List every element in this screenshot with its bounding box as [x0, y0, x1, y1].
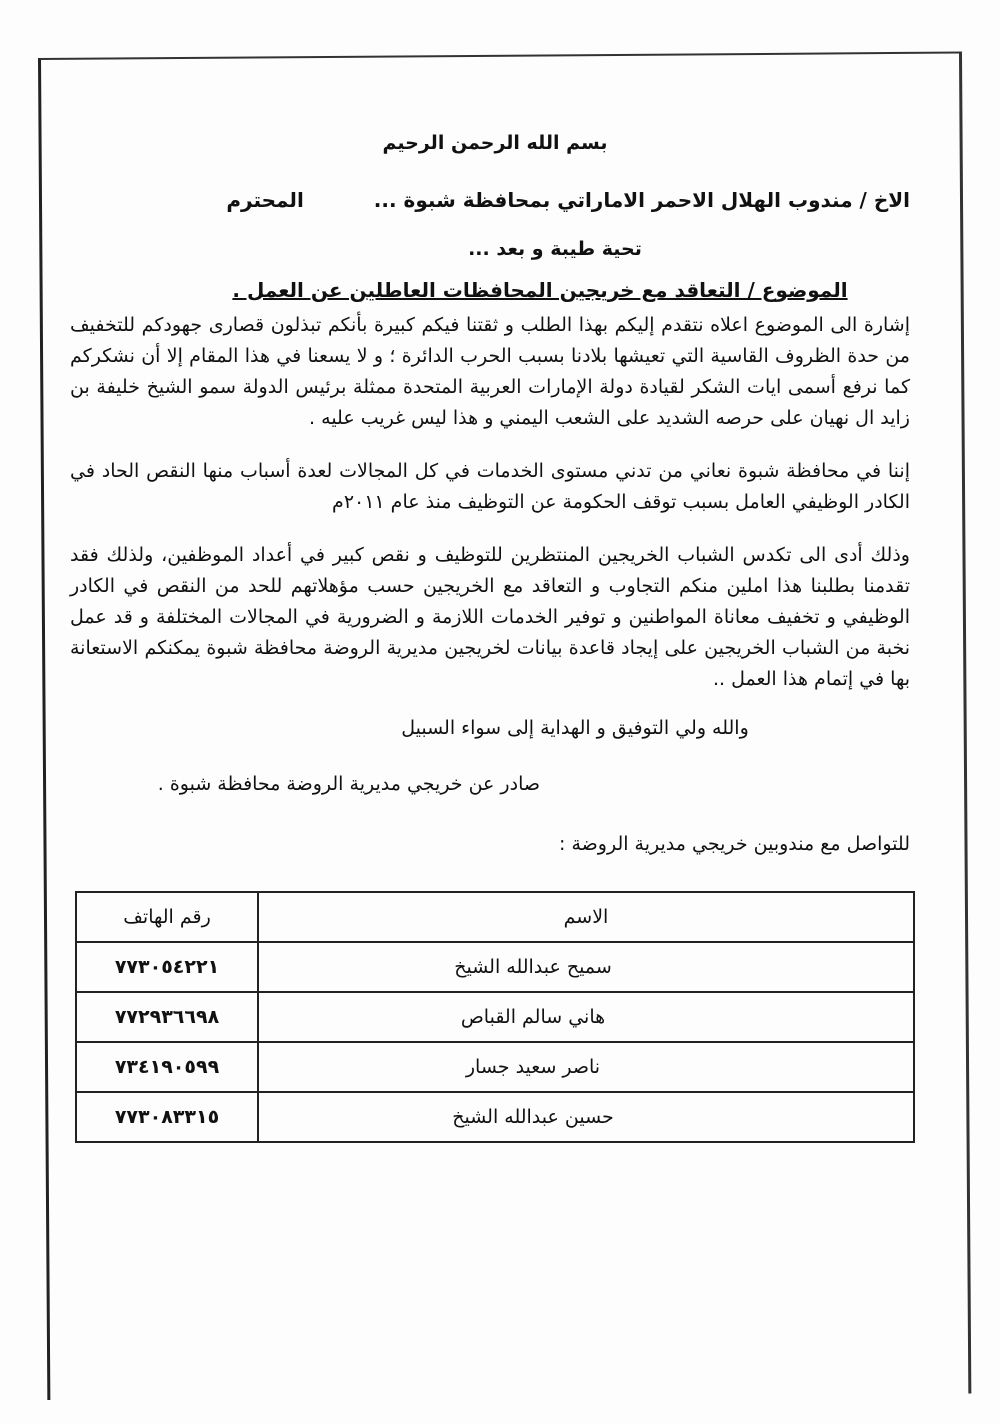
paragraph-3: وذلك أدى الى تكدس الشباب الخريجين المنتظرين للتوظيف و نقص كبير في أعداد الموظفين، ولذلك فقد تقدمنا بطلبنا هذا املين منكم التجاوب و التعاقد مع الخريجين حسب مؤهلاتهم للحد من النقص في الكادر الوظيفي و تخفيف معاناة المواطنين و توفير الخدمات اللازمة و الضرورية في المجالات المختلفة و قد عمل نخبة من الشباب الخريجين على إيجاد قاعدة بيانات لخريجين مديرية الروضة محافظة شبوة يمكنكم الاستعانة بها في إتمام هذا العمل ..	[70, 544, 910, 690]
contact-phone: ٧٧٣٠٥٤٢٢١	[76, 942, 258, 992]
addressee: الاخ / مندوب الهلال الاحمر الاماراتي بمحافظة شبوة ...	[373, 188, 910, 212]
contact-name: ناصر سعيد جسار	[258, 1042, 914, 1092]
contacts-table	[75, 891, 915, 1143]
honorific: المحترم	[226, 188, 304, 212]
greeting: تحية طيبة و بعد ...	[468, 238, 642, 260]
table-header-row	[76, 892, 914, 942]
paragraph-2: إننا في محافظة شبوة نعاني من تدني مستوى الخدمات في كل المجالات لعدة أسباب منها النقص الحاد في الكادر الوظيفي العامل بسبب توقف الحكومة عن التوظيف منذ عام ٢٠١١م	[70, 460, 910, 513]
basmala: بسم الله الرحمن الرحيم	[382, 132, 608, 154]
header-name: الاسم	[258, 892, 914, 942]
table-row	[76, 992, 914, 1042]
subject-line: الموضوع / التعاقد مع خريجين المحافظات العاطلين عن العمل .	[232, 278, 848, 302]
addressee-line	[70, 188, 920, 212]
contact-phone: ٧٧٢٩٣٦٦٩٨	[76, 992, 258, 1042]
contact-name: حسين عبدالله الشيخ	[258, 1092, 914, 1142]
contact-name: هاني سالم القباص	[258, 992, 914, 1042]
letter-body	[70, 120, 920, 1143]
table-row	[76, 1092, 914, 1142]
header-phone: رقم الهاتف	[76, 892, 258, 942]
contact-name: سميح عبدالله الشيخ	[258, 942, 914, 992]
issued-by: صادر عن خريجي مديرية الروضة محافظة شبوة .	[157, 773, 540, 795]
table-row	[76, 942, 914, 992]
table-row	[76, 1042, 914, 1092]
paragraph-1: إشارة الى الموضوع اعلاه نتقدم إليكم بهذا الطلب و ثقتنا فيكم كبيرة بأنكم تبذلون قصارى جهودكم للتخفيف من حدة الظروف القاسية التي تعيشها بلادنا بسبب الحرب الدائرة ؛ و لا يسعنا في هذا المقام إلا أن نشكركم كما نرفع أسمى ايات الشكر لقيادة دولة الإمارات العربية المتحدة ممثلة برئيس الدولة سمو الشيخ خليفة بن زايد ال نهيان على حرصه الشديد على الشعب اليمني و هذا ليس غريب عليه .	[70, 314, 910, 429]
contact-phone: ٧٣٤١٩٠٥٩٩	[76, 1042, 258, 1092]
closing-line: والله ولي التوفيق و الهداية إلى سواء السبيل	[401, 717, 749, 739]
contact-phone: ٧٧٣٠٨٣٣١٥	[76, 1092, 258, 1142]
contact-heading: للتواصل مع مندوبين خريجي مديرية الروضة :	[559, 833, 910, 855]
